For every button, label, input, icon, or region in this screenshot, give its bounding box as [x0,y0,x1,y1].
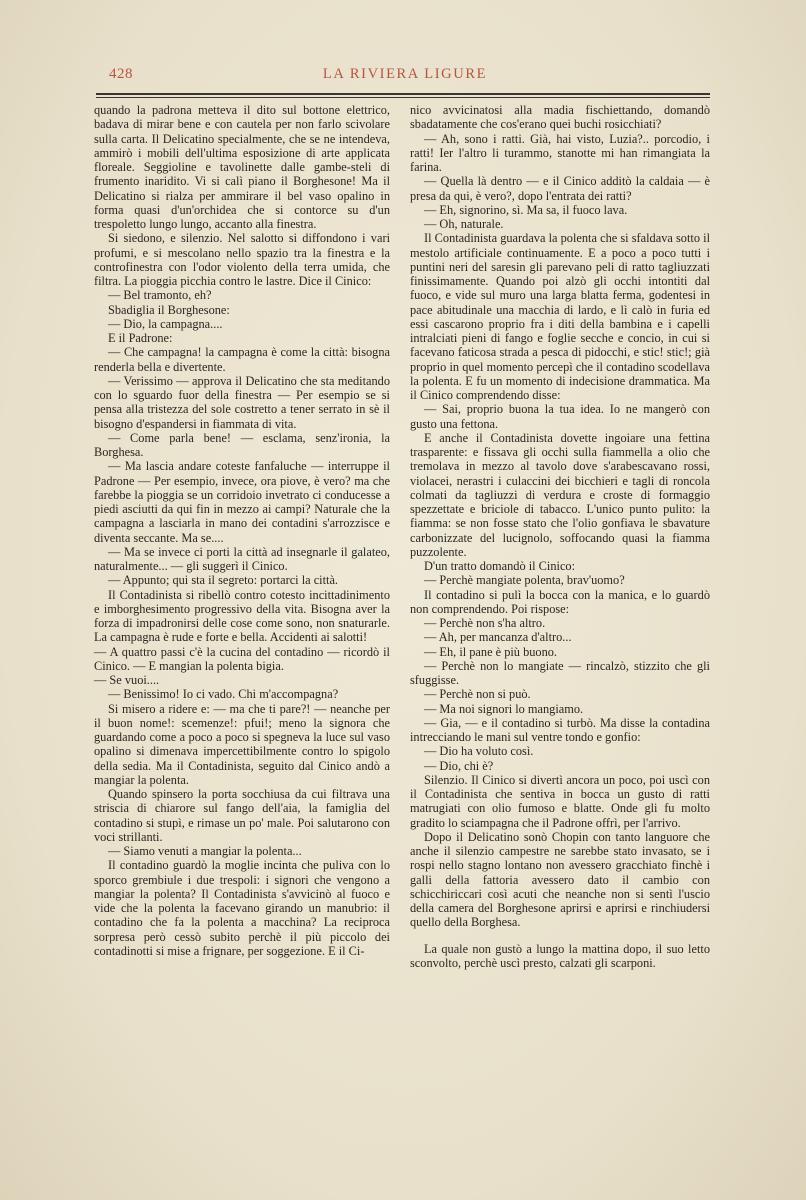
paragraph: — Dio ha voluto così. [424,744,534,759]
paragraph: — Se vuoi.... [94,673,160,687]
paragraph: — Siamo venuti a mangiar la polenta... [108,844,302,858]
paragraph: — Oh, naturale. [424,217,504,231]
paragraph: — Quella là dentro — e il Cinico additò la caldaia — è presa da qui, è vero?, dopo l'entrata dei ratti? [410,174,710,203]
paragraph: — Come parla bene! — esclama, senz'ironia, la Borghesa. [94,430,390,459]
paragraph: — Ah, per mancanza d'altro... [424,630,572,645]
right-column [410,103,710,970]
paragraph: Quando spinsero la porta socchiusa da cui filtrava una striscia di chiarore sul fango dell'aia, la famiglia del contadino si stupì, e rimase un po' male. Poi salutarono con voci strillanti. [94,787,390,844]
paragraph: — Perchè non lo mangiate — rincalzò, stizzito che gli sfuggisse. [410,658,710,687]
paragraph: — Ah, sono i ratti. Già, hai visto, Luzia?.. porcodio, i ratti! Ier l'altro li turammo, stanotte mi han rimangiata la farina. [410,131,710,174]
paragraph: — Dio, chi è? [424,758,494,773]
paragraph: — Appunto; qui sta il segreto: portarci la città. [108,573,339,588]
paragraph: — Sai, proprio buona la tua idea. Io ne mangerò con gusto una fettona. [410,402,710,431]
paragraph: Il Contadinista guardava la polenta che si sfaldava sotto il mestolo artificiale continuamente. E a poco a poco tutti i puntini neri del saresin gli parevano peli di ratto tagliuzzati finissimamente. Quando poi alzò gli occhi intontiti dal fuoco, e vide sul muro una larga blatta ferma, godentesi in pace abitudinale una macchia di lardo, e lì calò in furia ed essi cascarono proprio fra i diti della bambina e i capelli intralciati pieni di fango e foglie secche e concio, in cui si facevano faticosa strada a pesca di pidocchi, e stic! stic!; già proprio in quel momento percepì che il contadino scodellava la polenta. E fu un momento di indecisione drammatica. Ma il Cinico comprendendo disse: [410,231,710,402]
running-title: LA RIVIERA LIGURE [322,66,488,82]
left-column [94,103,390,958]
paragraph: — Dio, la campagna.... [108,316,223,331]
paragraph: E il Padrone: [108,331,173,345]
paragraph: nico avvicinatosi alla madia fischiettando, domandò sbadatamente che cos'erano quei buchi rosicchiati? [410,103,710,132]
page-number: 428 [109,66,133,82]
paragraph: Dopo il Delicatino sonò Chopin con tanto languore che anche il silenzio campestre ne sarebbe stato invasato, se i rospi nello stagno lontano non avessero gracchiato finchè i galli della fattoria avessero dato il cambio con schicchiriccari così acuti che neanche non si sentì l'uscio della camera del Borghesone aprirsi e aprirsi e rinchiudersi quello della Borghesa. [410,829,710,930]
paragraph: Sbadiglia il Borghesone: [108,302,230,317]
paragraph: — Eh, il pane è più buono. [424,644,558,659]
paragraph: — Perchè mangiate polenta, brav'uomo? [424,573,625,588]
paragraph: — Eh, signorino, sì. Ma sa, il fuoco lava. [424,202,628,217]
page-header [95,66,715,88]
paragraph: — Gia, — e il contadino si turbò. Ma disse la contadina intrecciando le mani sul ventre tondo e gonfio: [410,715,710,744]
header-rule [96,93,710,95]
paragraph: Silenzio. Il Cinico si divertì ancora un poco, poi uscì con il Contadinista che sentiva in bocca un gusto di ratti matrugiati con olio fumoso e blatte. Onde gli fu molto gradito lo sciampagna che il Padrone offrì, per l'arrivo. [410,772,710,830]
paragraph: — Bel tramonto, eh? [108,288,212,303]
paragraph: E anche il Contadinista dovette ingoiare una fettina trasparente: e fissava gli occhi sulla fiammella a olio che tremolava in mezzo al tavolo dove s'arabescavano rossi, violacei, nerastri i culaccini dei bicchieri e tagli di roncola colmati da tagliuzzi di verdura e croste di formaggio spezzettate e briciole di tabacco. L'unico punto pulito: la fiamma: se non fosse stato che l'olio gonfiava le sbavature carbonizzate del lucignolo, soffocando quasi la fiamma puzzolente. [410,430,710,559]
paragraph: — Ma lascia andare coteste fanfaluche — interruppe il Padrone — Per esempio, invece, ora piove, è vero? ma che farebbe la pioggia se un corridoio invetrato ci conducesse a piedi asciutti da qui fin in mezzo ai campi? Naturale che la campagna a lasciarla in mano dei contadini s'arrozzisce e diventa seccante. Ma se.... [94,459,390,545]
paragraph: La quale non gustò a lungo la mattina dopo, il suo letto sconvolto, perchè uscì presto, calzati gli scarponi. [410,941,710,970]
paragraph: D'un tratto domandò il Cinico: [424,559,576,573]
paragraph: Si siedono, e silenzio. Nel salotto si diffondono i vari profumi, e si mescolano nello spazio tra la finestra e la controfinestra con l'odor violento della terra umida, che filtra. La pioggia picchia contro le lastre. Dice il Cinico: [94,231,390,288]
paragraph: quando la padrona metteva il dito sul bottone elettrico, badava di mirar bene e con cautela per non farlo scivolare sulla carta. Il Delicatino specialmente, che se ne intendeva, ammirò i mobili dell'ultima esposizione di arte applicata floreale. Seggioline e tavolinette dalle gambe-steli di frumento inaridito. Vi si calì piano il Borghesone! Ma il Delicatino si rialza per ammirare il bel vaso opalino in forma quasi d'un'orchidea che si contorce su d'un trespoletto lungo lungo, accanto alla finestra. [94,103,390,231]
paragraph: — Perchè non si può. [424,687,531,702]
paragraph: Il contadino si pulì la bocca con la manica, e lo guardò non comprendendo. Poi rispose: [410,587,710,616]
paragraph: — Ma se invece ci porti la città ad insegnarle il galateo, naturalmente... — gli suggerì il Cinico. [94,544,390,573]
paragraph: Il Contadinista si ribellò contro cotesto incittadinimento e imborghesimento progressivo della vita. Bisogna aver la forza di impadronirsi delle cose come sono, non snaturarle. La campagna è rude e forte e bella. Accidenti ai salotti! [94,587,390,645]
paragraph: Il contadino guardò la moglie incinta che puliva con lo sporco grembiule i due trespoli: i signori che vengono a mangiar la polenta? Il Contadinista s'avvicinò al fuoco e vide che la polenta la facevano girando un manubrio: il contadino che fa la polenta a macchina? La reciproca sorpresa però cessò subito perchè il più piccolo dei contadinotti si mise a frignare, per soggezione. E il Ci- [94,858,390,958]
paragraph: — Che campagna! la campagna è come la città: bisogna renderla bella e divertente. [94,345,390,374]
paragraph: — Ma noi signori lo mangiamo. [424,701,584,716]
paragraph: — Perchè non s'ha altro. [424,616,546,630]
paragraph: — A quattro passi c'è la cucina del contadino — ricordò il Cinico. — E mangian la polenta bigia. [94,644,390,673]
paragraph: Si misero a ridere e: — ma che ti pare?! — neanche per il buon nome!: scemenze!: pfui!; meno la signora che guardando come a poco a poco si spegneva la luce sul vaso opalino si dimenava impercettibilmente contro lo spigolo della sedia. Ma il Contadinista, seguito dal Cinico andò a mangiar la polenta. [94,701,390,787]
header-rule-thin [96,97,710,98]
paragraph: — Benissimo! Io ci vado. Chi m'accompagna? [108,687,339,702]
paragraph: — Verissimo — approva il Delicatino che sta meditando con lo sguardo fuor della finestra — Per esempio se si pensa alla tristezza del sole costretto a tener serrato in sè il bisogno d'espandersi in fiammata di vita. [94,373,390,431]
